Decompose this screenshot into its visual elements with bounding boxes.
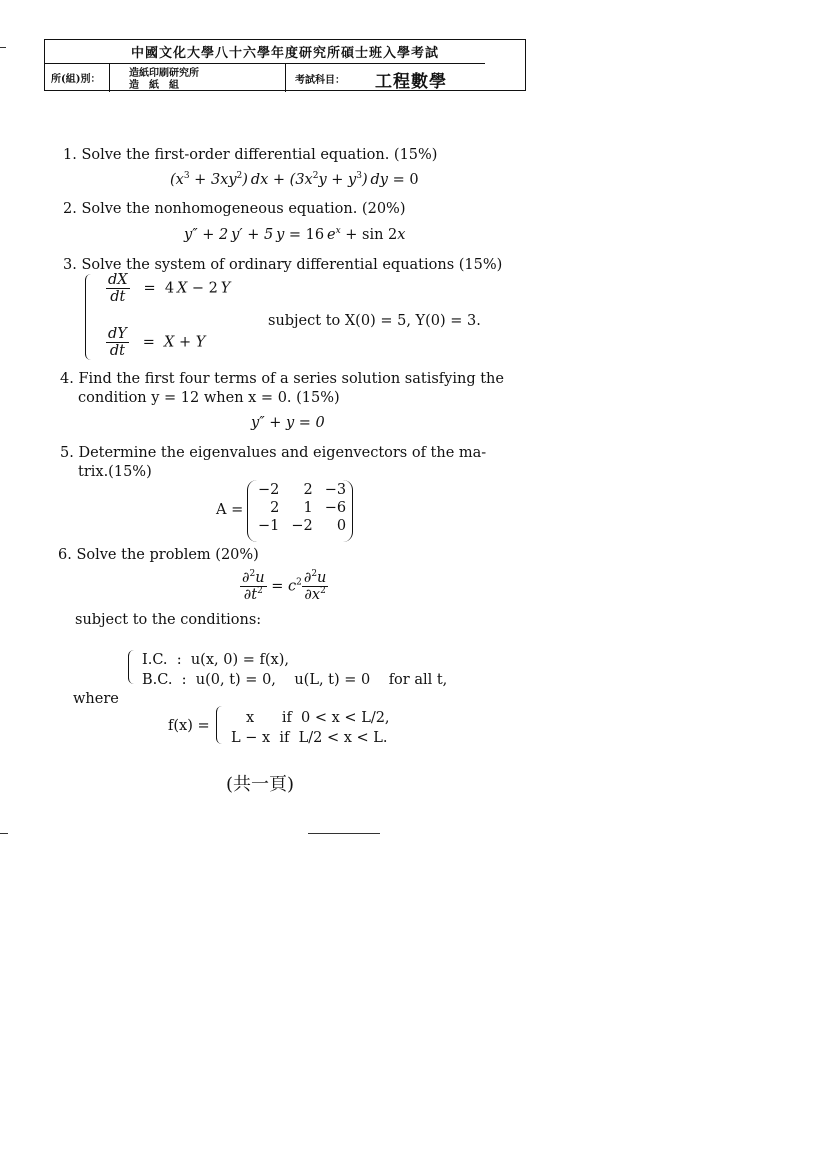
piecewise-label: f(x) =: [168, 718, 210, 734]
matrix-a: [252, 481, 352, 535]
system-equation-1: $\frac{dX}{dt}$ = 4 X − 2 Y: [108, 272, 231, 305]
question-5-text-line2: trix.(15%): [78, 464, 152, 480]
matrix-cell: 2: [270, 500, 280, 516]
matrix-row: [252, 517, 352, 535]
conditions-brace: [128, 650, 137, 684]
page-count-footer: (共一頁): [226, 774, 295, 795]
piecewise-case-1: x if 0 < x < L/2,: [246, 710, 390, 726]
question-1-equation: $(x^3 + 3xy^2)$ dx + $(3x^2y + y^3)$ dy = 0: [170, 171, 419, 188]
matrix-cell: −1: [258, 518, 280, 534]
department-value-line2: 造 紙 組: [129, 80, 179, 91]
matrix-cell: −6: [324, 500, 347, 516]
conditions-intro: subject to the conditions:: [75, 612, 262, 628]
question-4-text-line1: 4. Find the first four terms of a series solution satisfying the: [60, 371, 504, 387]
question-4-equation: y″ + y = 0: [251, 415, 325, 431]
wave-equation: $\frac{\partial^2u}{\partial t^2}$ = $c^2$ $\frac{\partial^2u}{\partial x^2}$: [242, 569, 327, 603]
matrix-row: [252, 499, 352, 517]
question-6-text: 6. Solve the problem (20%): [58, 547, 259, 563]
question-3-text: 3. Solve the system of ordinary differential equations (15%): [63, 257, 503, 273]
subject-value: 工程數學: [375, 72, 447, 92]
matrix-cell: −2: [291, 518, 313, 534]
scan-mark: [0, 47, 6, 48]
department-value-line1: 造紙印刷研究所: [129, 68, 199, 79]
exam-header: [44, 39, 526, 91]
question-4-text-line2: condition y = 12 when x = 0. (15%): [78, 390, 340, 406]
header-vertical-rule: [109, 63, 110, 92]
system-brace: [85, 274, 96, 360]
header-vertical-rule: [285, 63, 286, 92]
department-label: 所(組)別：: [51, 74, 101, 85]
system-equation-2: $\frac{dY}{dt}$ = X + Y: [108, 326, 206, 359]
boundary-condition: B.C. : u(0, t) = 0, u(L, t) = 0 for all t,: [142, 672, 448, 688]
matrix-cell: −3: [324, 482, 347, 498]
matrix-cell: −2: [258, 482, 280, 498]
matrix-cell: 1: [303, 500, 313, 516]
question-2-text: 2. Solve the nonhomogeneous equation. (20%): [63, 201, 406, 217]
scan-mark: [0, 833, 8, 834]
exam-title: 中國文化大學八十六學年度研究所碩士班入學考試: [130, 46, 439, 61]
initial-condition: I.C. : u(x, 0) = f(x),: [142, 652, 289, 668]
piecewise-case-2: L − x if L/2 < x < L.: [231, 730, 388, 746]
subject-label: 考試科目：: [295, 75, 345, 86]
matrix-row: [252, 481, 352, 499]
matrix-cell: 0: [336, 518, 347, 534]
scan-mark: [308, 833, 380, 834]
where-label: where: [73, 691, 119, 707]
matrix-label: A =: [216, 502, 244, 518]
header-divider: [45, 63, 485, 64]
question-2-equation: y″ + 2 y′ + 5 y = 16 $e^x + \sin 2x$: [184, 226, 406, 243]
question-3-initial-conditions: subject to X(0) = 5, Y(0) = 3.: [268, 313, 481, 329]
matrix-cell: 2: [303, 482, 313, 498]
question-5-text-line1: 5. Determine the eigenvalues and eigenvectors of the ma-: [60, 445, 487, 461]
piecewise-brace: [216, 706, 225, 744]
question-1-text: 1. Solve the first-order differential equation. (15%): [63, 147, 438, 163]
